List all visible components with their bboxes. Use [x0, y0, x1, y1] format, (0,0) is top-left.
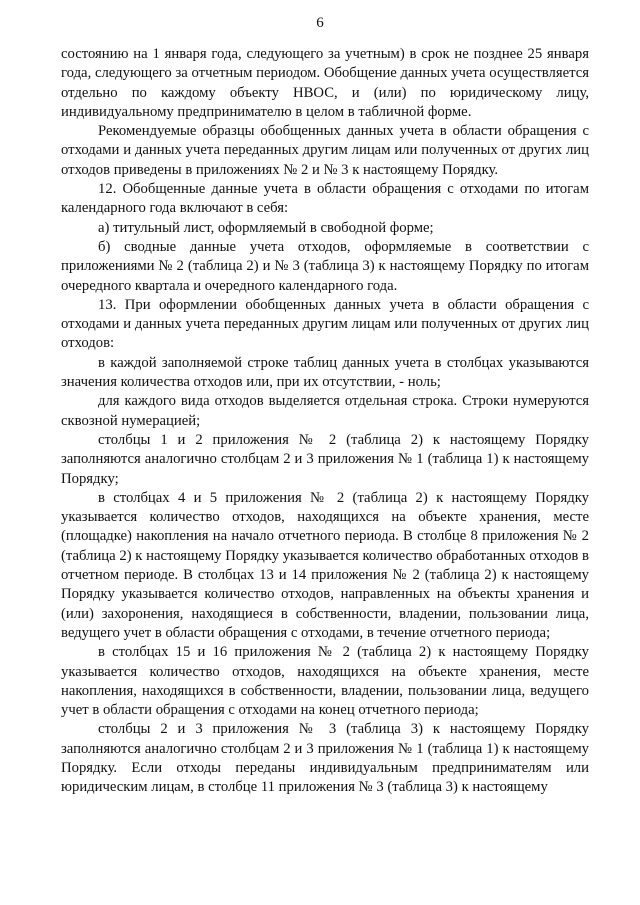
paragraph-item-a: а) титульный лист, оформляемый в свободной форме;	[98, 219, 434, 236]
paragraph-columns-4-5: в столбцах 4 и 5 приложения № 2 (таблица 2) к настоящему Порядку указывается количество отходов, находящихся на объекте хранения, месте (площадке) накопления на начало отчетного периода. В столбце 8 приложения № 2 (таблица 2) к настоящему Порядку указывается количество обработанных отходов в отчетном периоде. В столбцах 13 и 14 приложения № 2 (таблица 2) к настоящему Порядку указывается количество отходов, направленных на объекты хранения и (или) захоронения, находящиеся в собственности, владении, пользовании лица, ведущего учет в области обращения с отходами, в течение отчетного периода;	[61, 489, 589, 641]
paragraph-columns-1-2: столбцы 1 и 2 приложения № 2 (таблица 2) к настоящему Порядку заполняются аналогично столбцам 2 и 3 приложения № 1 (таблица 1) к настоящему Порядку;	[61, 431, 589, 487]
paragraph-recommended-samples: Рекомендуемые образцы обобщенных данных учета в области обращения с отходами и данных учета переданных другим лицам или полученных от других лиц отходов приведены в приложениях № 2 и № 3 к настоящему Порядку.	[61, 123, 589, 178]
paragraph-appendix-3-columns: столбцы 2 и 3 приложения № 3 (таблица 3) к настоящему Порядку заполняются аналогично столбцам 2 и 3 приложения № 1 (таблица 1) к настоящему Порядку. Если отходы переданы индивидуальным предпринимателям или юридическим лицам, в столбце 11 приложения № 3 (таблица 3) к настоящему	[61, 721, 589, 796]
paragraph-continuation: состоянию на 1 января года, следующего за учетным) в срок не позднее 25 января года, следующего за отчетным периодом. Обобщение данных учета осуществляется отдельно по каждому объекту НВОС, и (или) по юридическому лицу, индивидуальному предпринимателю в целом в табличной форме.	[61, 46, 589, 120]
paragraph-columns-15-16: в столбцах 15 и 16 приложения № 2 (таблица 2) к настоящему Порядку указывается количество отходов, находящихся на объекте хранения, месте накопления, находящихся в собственности, владении, пользовании лица, ведущего учет в области обращения с отходами на конец отчетного периода;	[61, 644, 589, 719]
body-text	[61, 45, 589, 798]
paragraph-section-12: 12. Обобщенные данные учета в области обращения с отходами по итогам календарного года включают в себя:	[61, 181, 589, 217]
paragraph-row-numbering: для каждого вида отходов выделяется отдельная строка. Строки нумеруются сквозной нумерацией;	[61, 393, 589, 429]
paragraph-item-b: б) сводные данные учета отходов, оформляемые в соответствии с приложениями № 2 (таблица 2) и № 3 (таблица 3) к настоящему Порядку по итогам очередного квартала и очередного календарного года.	[61, 238, 589, 294]
page-number: 6	[316, 15, 324, 31]
paragraph-section-13: 13. При оформлении обобщенных данных учета в области обращения с отходами и данных учета переданных другим лицам или полученных от других лиц отходов:	[61, 296, 589, 352]
paragraph-zero-values: в каждой заполняемой строке таблиц данных учета в столбцах указываются значения количества отходов или, при их отсутствии, - ноль;	[61, 354, 589, 391]
